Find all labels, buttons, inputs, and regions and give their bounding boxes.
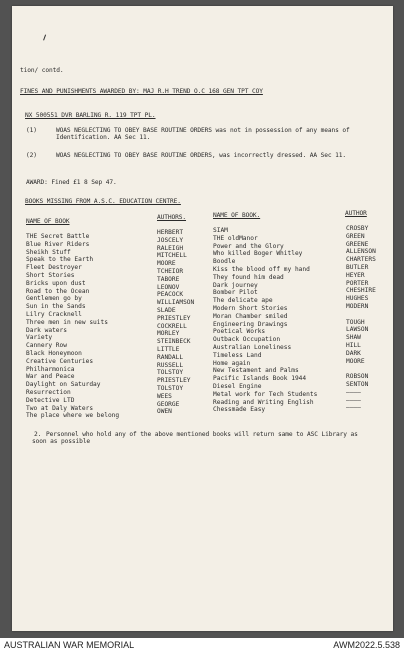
book-titles-right-entry: SIAM: [213, 227, 228, 234]
book-titles-right-entry: Moran Chamber smiled: [213, 312, 288, 320]
authors-left-entry: LITTLE: [157, 345, 180, 353]
book-titles-left-entry: Variety: [26, 334, 53, 342]
para2-number: 2.: [34, 431, 42, 438]
case-line: NX 500551 DVR BARLING R. 119 TPT PL.: [25, 112, 156, 119]
book-titles-left-entry: Bricks upon dust: [26, 279, 86, 287]
book-titles-right-entry: Reading and Writing English: [213, 398, 314, 406]
authors-right-entry: ————: [346, 388, 361, 396]
authors-left-entry: PEACOCK: [157, 291, 184, 299]
book-titles-left-entry: Daylight on Saturday: [26, 381, 101, 389]
authors-right-entry: SENTON: [346, 380, 369, 388]
pen-mark: [43, 34, 49, 41]
authors-left-entry: GEORGE: [157, 400, 180, 408]
book-titles-right-entry: Power and the Glory: [213, 242, 284, 250]
authors-left: [157, 229, 194, 416]
book-titles-right-entry: Metal work for Tech Students: [213, 390, 318, 398]
col2-header: AUTHORS.: [157, 214, 187, 221]
authors-left-entry: PRIESTLEY: [157, 377, 191, 385]
col4-header: AUTHOR: [345, 210, 367, 217]
book-titles-left-entry: Speak to the Earth: [26, 256, 94, 264]
book-titles-right-entry: Diesel Engine: [213, 382, 262, 390]
authors-left-entry: PRIESTLEY: [157, 314, 191, 322]
book-titles-left-entry: Blue River Riders: [26, 240, 90, 248]
authors-left-entry: LEONOV: [157, 283, 180, 291]
authors-left-entry: MOORE: [157, 260, 176, 268]
book-titles-left-entry: Road to the Ocean: [26, 287, 90, 295]
book-titles-left-entry: Sun in the Sands: [26, 303, 86, 311]
item2-number: (2): [26, 152, 37, 159]
authors-right-entry: PORTER: [346, 279, 369, 287]
book-titles-right-entry: Timeless Land: [213, 351, 262, 359]
authors-right-entry: SHAW: [346, 334, 361, 342]
authors-left-entry: TOLSTOY: [157, 369, 184, 377]
authors-left-entry: OWEN: [157, 408, 172, 416]
col3-header: NAME OF BOOK.: [213, 212, 261, 219]
authors-right-entry: ————: [346, 404, 361, 412]
book-titles-left-entry: War and Peace: [26, 373, 75, 381]
book-titles-right-entry: New Testament and Palms: [213, 367, 299, 375]
book-titles-right-entry: Dark journey: [213, 281, 258, 289]
book-titles-right-entry: Home again: [213, 359, 251, 367]
authors-left-entry: MITCHELL: [157, 252, 187, 260]
authors-right-entry: CHESHIRE: [346, 287, 376, 295]
book-titles-right-entry: Who killed Boger Whitley: [213, 250, 303, 258]
award-line: AWARD: Fined £1 8 Sep 47.: [26, 179, 117, 186]
item2-text: WOAS NEGLECTING TO OBEY BASE ROUTINE ORDERS, was incorrectly dressed. AA Sec 11.: [56, 152, 347, 159]
book-titles-left-entry: Lilry Cracknell: [26, 310, 82, 318]
book-titles-left-entry: THE Secret Battle: [26, 233, 90, 240]
book-titles-left-entry: Resurrection: [26, 388, 71, 396]
book-titles-left-entry: Three men in new suits: [26, 318, 108, 326]
authors-right-entry: MODERN: [346, 302, 369, 310]
authors-left-entry: RUSSELL: [157, 361, 184, 369]
book-titles-right-entry: Boodle: [213, 258, 236, 266]
book-titles-right-entry: Bomber Pilot: [213, 289, 258, 297]
book-titles-right-entry: They found him dead: [213, 273, 284, 281]
book-titles-left-entry: Cannery Row: [26, 342, 67, 350]
book-titles-left-entry: Dark waters: [26, 326, 67, 334]
authors-right-entry: HUGHES: [346, 295, 369, 303]
book-titles-left-entry: Sheikh Stuff: [26, 248, 71, 256]
book-titles-left-entry: Fleet Destroyer: [26, 264, 82, 272]
book-titles-left-entry: Creative Centuries: [26, 357, 94, 365]
authors-right-entry: [346, 365, 376, 373]
footer-reference: AWM2022.5.538: [333, 640, 400, 650]
authors-right-entry: ALLENSON: [346, 248, 376, 256]
authors-right-entry: DARK: [346, 349, 361, 357]
col1-header: NAME OF BOOK: [26, 218, 70, 225]
authors-right-entry: GREEN: [346, 232, 365, 240]
fines-heading: FINES AND PUNISHMENTS AWARDED BY: MAJ R.H TREND O.C 168 GEN TPT COY: [20, 88, 263, 95]
book-titles-left-entry: The place where we belong: [26, 412, 120, 420]
authors-right-entry: BUTLER: [346, 263, 369, 271]
book-titles-left-entry: Short Stories: [26, 271, 75, 279]
authors-right: [346, 225, 376, 412]
authors-left-entry: HERBERT: [157, 229, 184, 236]
book-titles-right-entry: Outback Occupation: [213, 336, 281, 344]
authors-left-entry: COCKRELL: [157, 322, 187, 330]
book-titles-left-entry: Black Honeymoon: [26, 349, 82, 357]
book-titles-left-entry: Detective LTD: [26, 396, 75, 404]
book-titles-right-entry: The delicate ape: [213, 297, 273, 305]
footer-bar: [0, 638, 404, 653]
authors-right-entry: CROSBY: [346, 225, 369, 232]
book-titles-right: [213, 227, 317, 414]
book-titles-left: [26, 233, 119, 420]
authors-left-entry: RANDALL: [157, 353, 184, 361]
authors-right-entry: TOUGH: [346, 318, 365, 326]
book-titles-right-entry: Pacific Islands Book 1944: [213, 375, 307, 383]
authors-left-entry: TOLSTOY: [157, 384, 184, 392]
book-titles-right-entry: Chessmade Easy: [213, 406, 266, 414]
para2-text: Personnel who hold any of the above mentioned books will return same to ASC Library as soon as possible: [32, 431, 358, 446]
authors-right-entry: [346, 311, 376, 319]
book-titles-right-entry: Modern Short Stories: [213, 304, 288, 312]
book-titles-left-entry: Philharmonica: [26, 365, 75, 373]
authors-left-entry: STEINBECK: [157, 338, 191, 346]
book-titles-right-entry: Kiss the blood off my hand: [213, 265, 310, 273]
authors-right-entry: ROBSON: [346, 373, 369, 381]
authors-right-entry: HILL: [346, 341, 361, 349]
document-page: [12, 6, 393, 631]
authors-left-entry: SLADE: [157, 306, 176, 314]
book-titles-right-entry: Engineering Drawings: [213, 320, 288, 328]
books-heading: BOOKS MISSING FROM A.S.C. EDUCATION CENTRE.: [25, 198, 181, 205]
footer-source: AUSTRALIAN WAR MEMORIAL: [4, 640, 135, 650]
authors-right-entry: MOORE: [346, 357, 365, 365]
authors-right-entry: GREENE: [346, 240, 369, 248]
authors-left-entry: TCHEIOR: [157, 267, 184, 275]
book-titles-right-entry: Poetical Works: [213, 328, 266, 336]
authors-left-entry: TABORE: [157, 275, 180, 283]
item1-number: (1): [26, 127, 37, 134]
authors-left-entry: RALEIGH: [157, 244, 184, 252]
book-titles-left-entry: Two at Daly Waters: [26, 404, 94, 412]
authors-left-entry: WEES: [157, 392, 172, 400]
authors-left-entry: MORLEY: [157, 330, 180, 338]
book-titles-right-entry: THE oldManor: [213, 234, 258, 242]
book-titles-left-entry: Gentlemen go by: [26, 295, 82, 303]
book-titles-right-entry: Australian Loneliness: [213, 343, 292, 351]
authors-left-entry: WILLIAMSON: [157, 299, 195, 307]
continued-label: tion/ contd.: [20, 67, 64, 74]
item1-text: WOAS NEGLECTING TO OBEY BASE ROUTINE ORDERS was not in possession of any means of Identification. AA Sec 11.: [56, 127, 350, 142]
authors-right-entry: LAWSON: [346, 326, 369, 334]
authors-left-entry: JOSCELY: [157, 236, 184, 244]
authors-right-entry: ————: [346, 396, 361, 404]
authors-right-entry: HEYER: [346, 271, 365, 279]
authors-right-entry: CHARTERS: [346, 256, 376, 264]
